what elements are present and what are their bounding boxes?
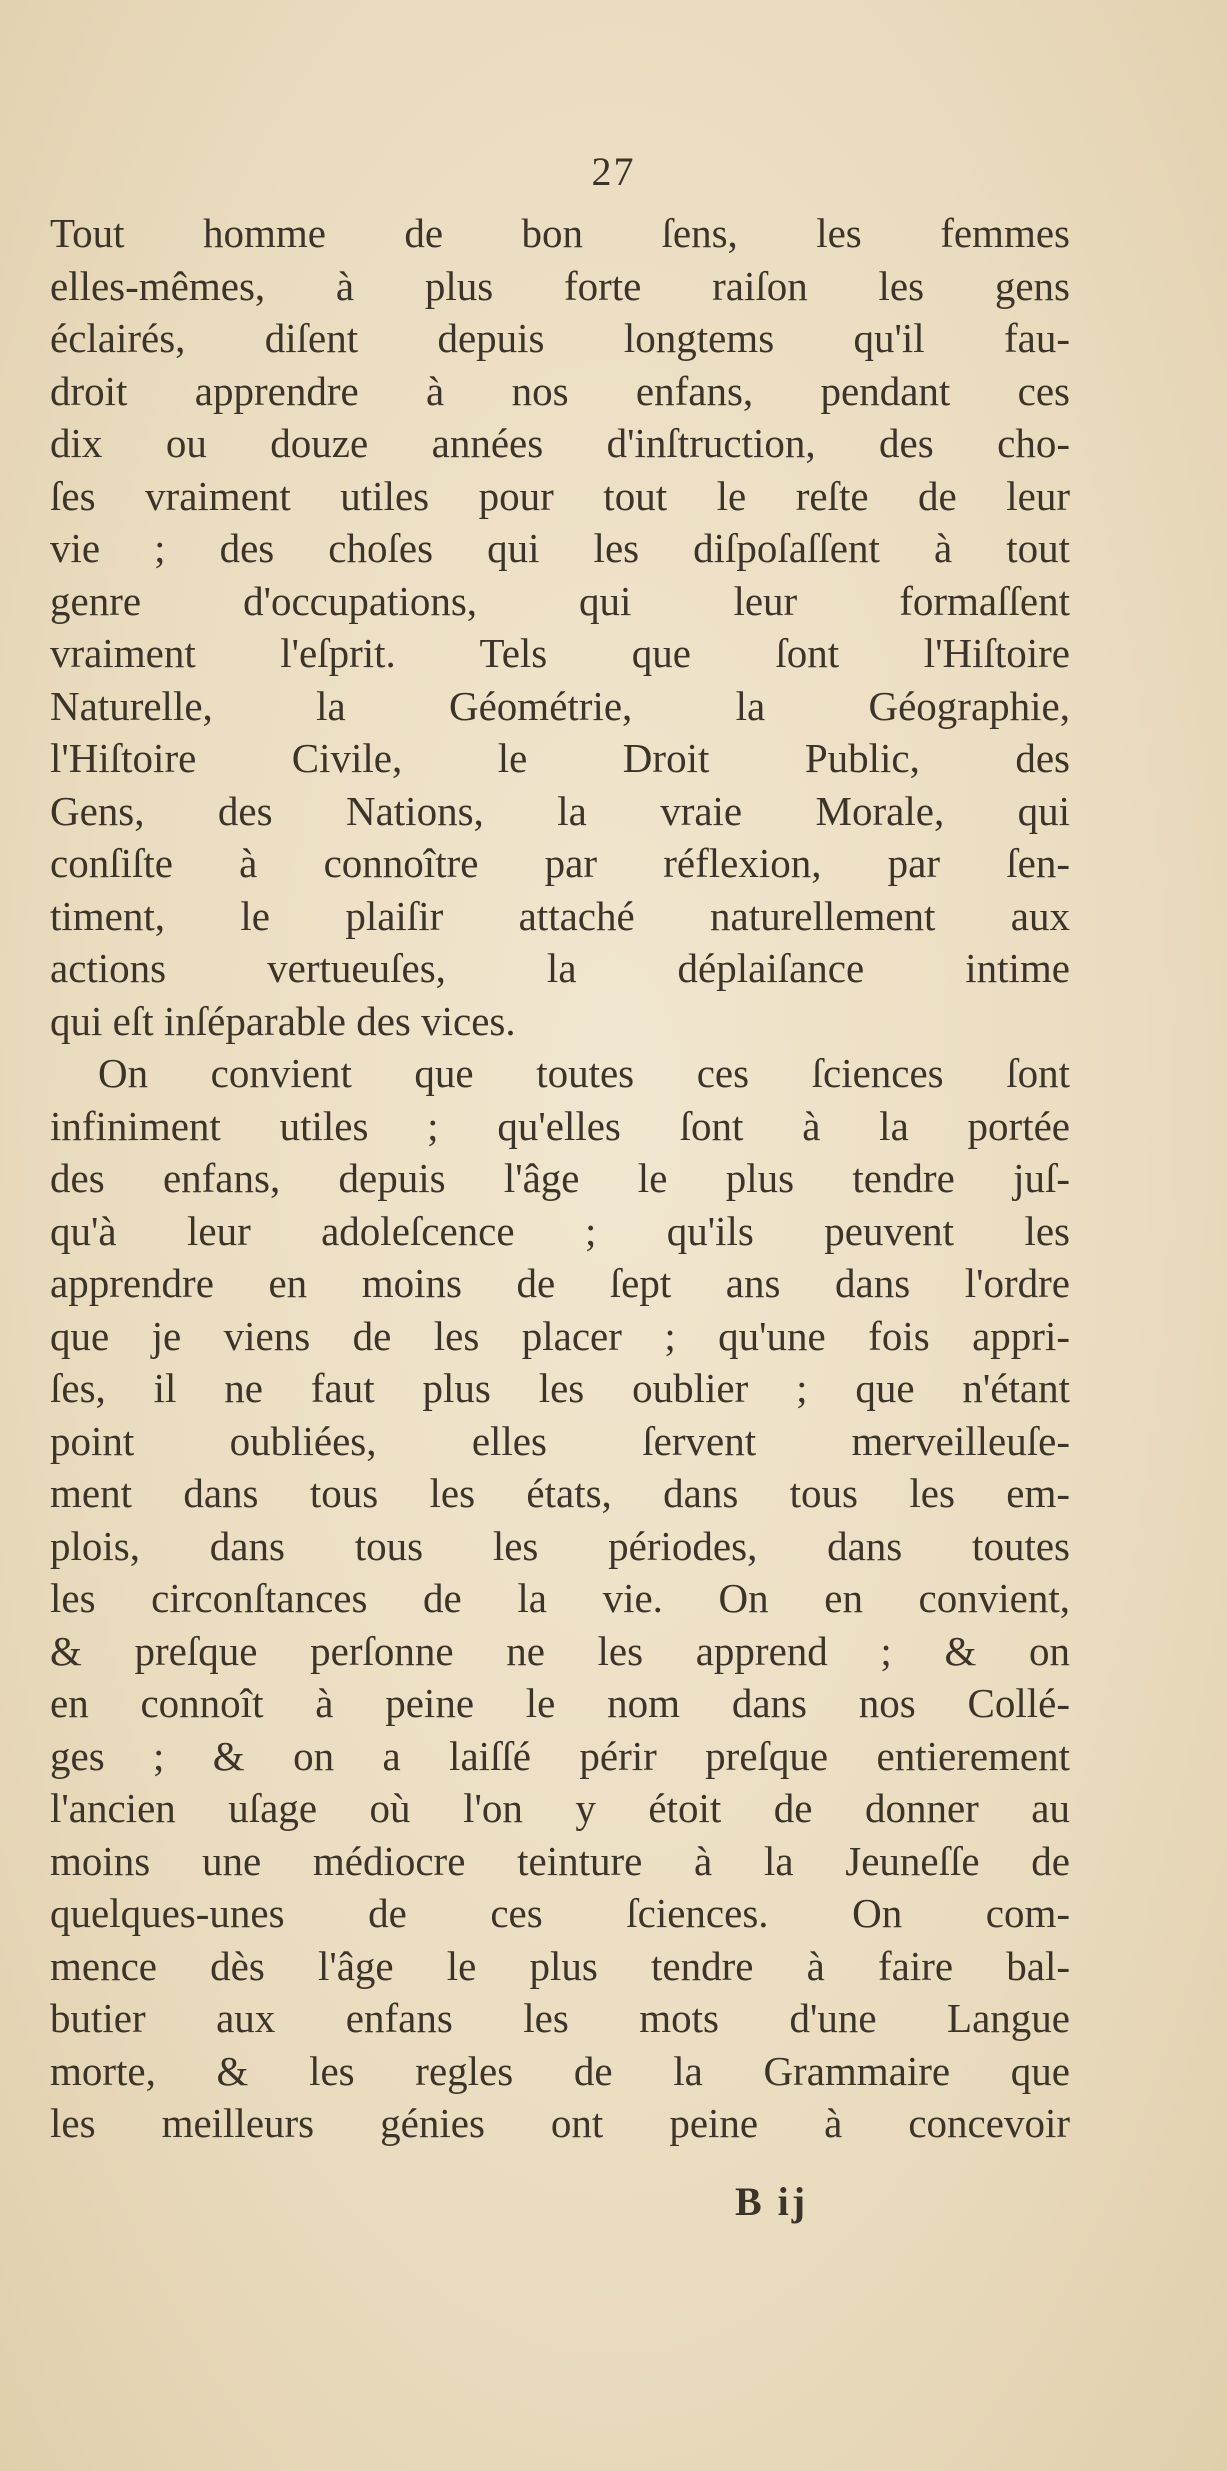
text-line: On convient que toutes ces ſciences ſont bbox=[98, 1050, 1070, 1096]
text-line: ges ; & on a laiſſé périr preſque entierement bbox=[50, 1732, 1070, 1779]
text-line: timent, le plaiſir attaché naturellement aux bbox=[50, 892, 1070, 939]
text-line: l'Hiſtoire Civile, le Droit Public, des bbox=[50, 735, 1070, 781]
text-line: les circonſtances de la vie. On en convient, bbox=[50, 1575, 1070, 1621]
text-line: infiniment utiles ; qu'elles ſont à la portée bbox=[50, 1102, 1070, 1149]
text-line: Gens, des Nations, la vraie Morale, qui bbox=[50, 787, 1070, 834]
text-line: que je viens de les placer ; qu'une fois appri- bbox=[50, 1312, 1070, 1359]
text-line: ment dans tous les états, dans tous les em- bbox=[50, 1470, 1070, 1516]
page-number: 27 bbox=[591, 149, 636, 194]
text-line: ſes, il ne faut plus les oublier ; que n'étant bbox=[50, 1365, 1070, 1411]
text-line: des enfans, depuis l'âge le plus tendre juſ- bbox=[50, 1155, 1070, 1201]
text-line: butier aux enfans les mots d'une Langue bbox=[50, 1995, 1070, 2041]
text-line: qui eſt inſéparable des vices. bbox=[50, 997, 516, 1044]
text-line: elles-mêmes, à plus forte raiſon les gens bbox=[50, 262, 1070, 309]
text-line: mence dès l'âge le plus tendre à faire bal- bbox=[50, 1942, 1070, 1989]
text-line: vraiment l'eſprit. Tels que ſont l'Hiſtoire bbox=[50, 630, 1070, 676]
text-line: genre d'occupations, qui leur formaſſent bbox=[50, 577, 1070, 624]
text-line: moins une médiocre teinture à la Jeuneſſe de bbox=[50, 1837, 1070, 1884]
text-line: les meilleurs génies ont peine à concevoir bbox=[50, 2100, 1070, 2146]
text-line: Naturelle, la Géométrie, la Géographie, bbox=[50, 682, 1070, 729]
text-line: morte, & les regles de la Grammaire que bbox=[50, 2047, 1070, 2094]
text-line: l'ancien uſage où l'on y étoit de donner au bbox=[50, 1785, 1070, 1831]
text-line: Tout homme de bon ſens, les femmes bbox=[50, 210, 1070, 256]
text-line: droit apprendre à nos enfans, pendant ces bbox=[50, 367, 1070, 414]
text-line: plois, dans tous les périodes, dans toutes bbox=[50, 1522, 1070, 1569]
text-line: quelques-unes de ces ſciences. On com- bbox=[50, 1890, 1070, 1936]
signature-mark: B ij bbox=[735, 2179, 809, 2224]
text-line: apprendre en moins de ſept ans dans l'ordre bbox=[50, 1260, 1070, 1306]
text-line: actions vertueuſes, la déplaiſance intime bbox=[50, 945, 1070, 991]
text-line: ſes vraiment utiles pour tout le reſte de leur bbox=[50, 472, 1070, 519]
text-line: en connoît à peine le nom dans nos Collé- bbox=[50, 1680, 1070, 1726]
text-line: vie ; des choſes qui les diſpoſaſſent à tout bbox=[50, 525, 1070, 571]
text-line: conſiſte à connoître par réflexion, par ſen- bbox=[50, 840, 1070, 886]
text-line: qu'à leur adoleſcence ; qu'ils peuvent les bbox=[50, 1207, 1070, 1254]
text-line: dix ou douze années d'inſtruction, des cho- bbox=[50, 420, 1070, 466]
text-line: point oubliées, elles ſervent merveilleuſe- bbox=[50, 1417, 1070, 1464]
body-text bbox=[50, 207, 1070, 2150]
text-line: & preſque perſonne ne les apprend ; & on bbox=[50, 1627, 1070, 1674]
text-line: éclairés, diſent depuis longtems qu'il fau- bbox=[50, 315, 1070, 361]
